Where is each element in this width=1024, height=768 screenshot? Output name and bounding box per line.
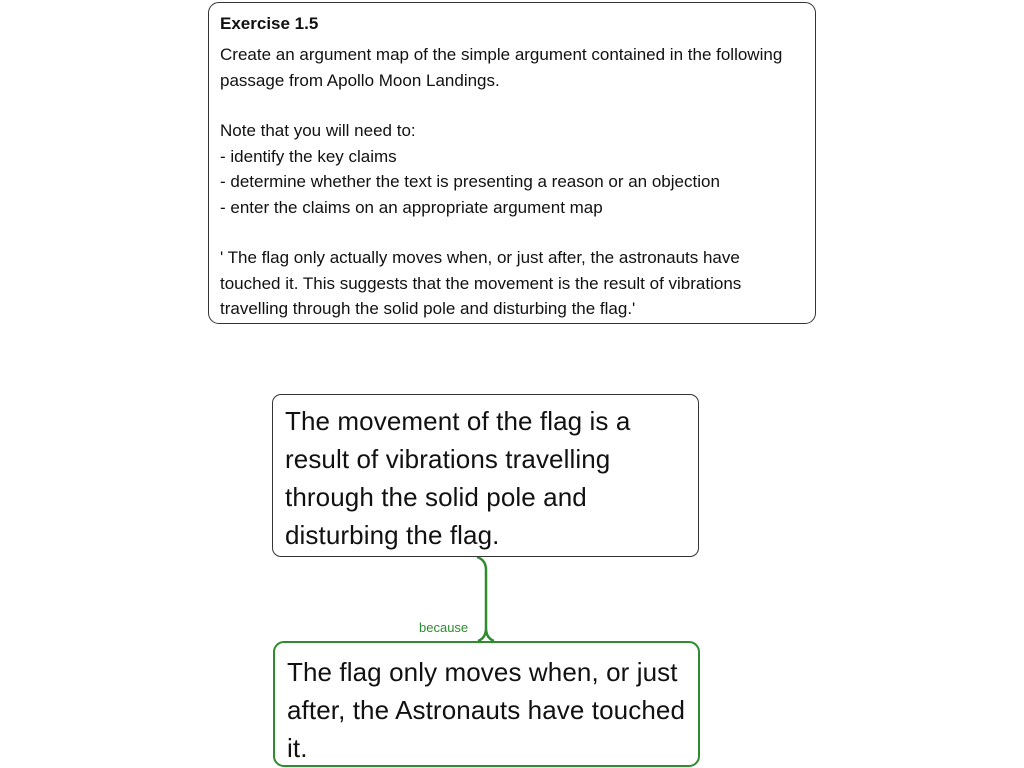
exercise-passage: ' The flag only actually moves when, or just after, the astronauts have touched it. This suggests that the movement is the result of vibrations travelling through the solid pole and disturbing the flag.' [220,248,742,318]
reason-claim-text: The flag only moves when, or just after, the Astronauts have touched it. [287,657,686,763]
paragraph-gap [220,93,804,118]
paragraph-gap [220,220,804,245]
exercise-title: Exercise 1.5 [220,14,319,33]
reason-connector-line [477,557,494,641]
exercise-step-enter: - enter the claims on an appropriate argument map [220,197,603,217]
exercise-step-identify: - identify the key claims [220,146,397,166]
exercise-note: Note that you will need to: [220,121,416,140]
main-claim-box[interactable] [272,394,699,557]
reason-claim-box[interactable] [273,641,700,767]
exercise-intro: Create an argument map of the simple argument contained in the following passage from Apollo Moon Landings. [220,45,783,90]
exercise-text [220,42,804,322]
because-label: because [419,620,469,635]
exercise-instructions-box [208,2,816,324]
main-claim-text: The movement of the flag is a result of vibrations travelling through the solid pole and disturbing the flag. [285,406,631,550]
exercise-step-determine: - determine whether the text is presenting a reason or an objection [220,172,720,191]
